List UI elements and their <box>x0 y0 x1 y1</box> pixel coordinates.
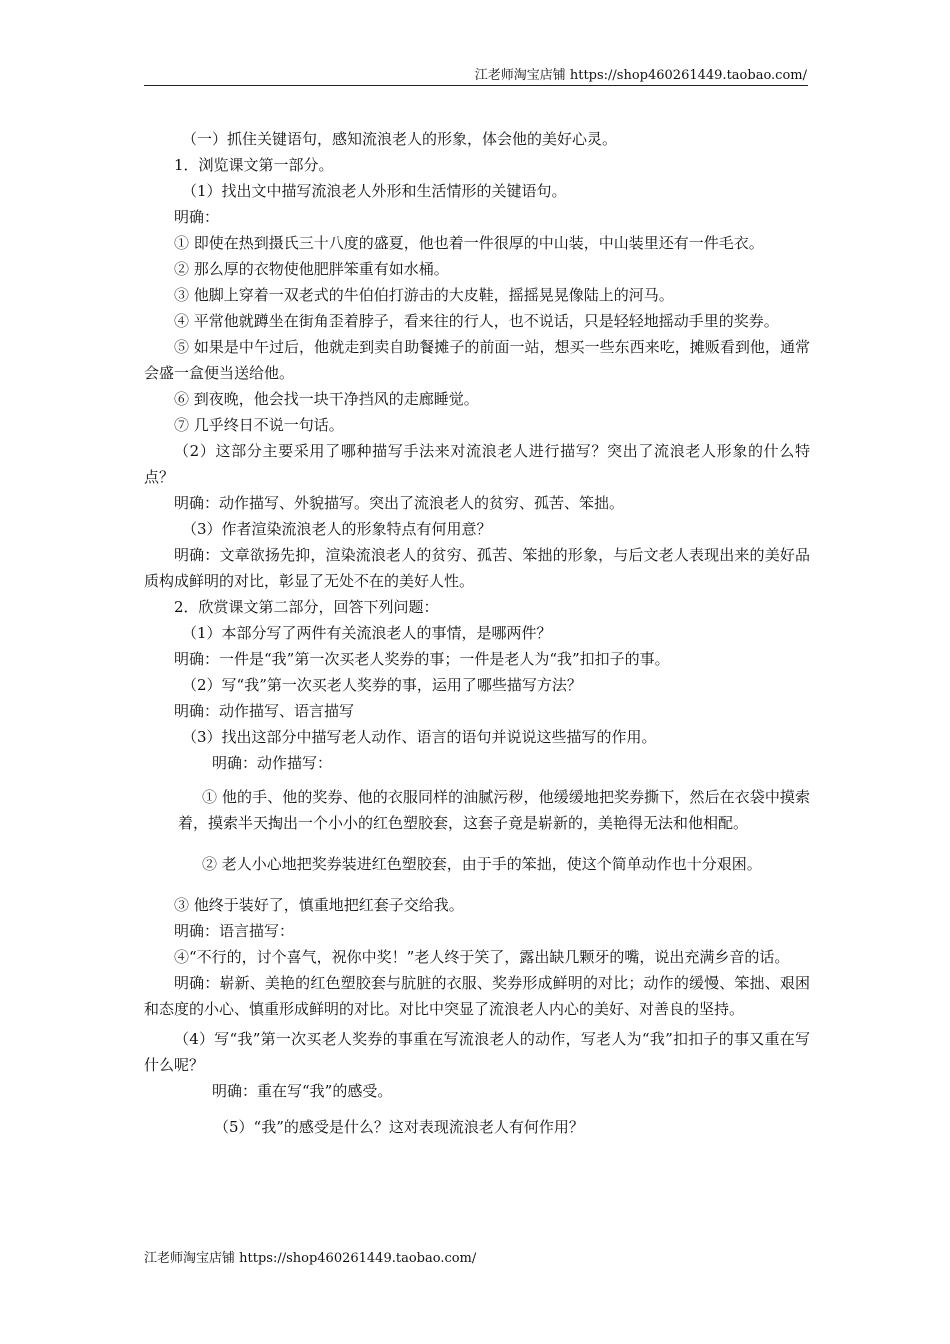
question: （4）写“我”第一次买老人奖券的事重在写流浪老人的动作，写老人为“我”扣扣子的事又重在写什么呢？ <box>144 1030 810 1074</box>
list-item: ④ 平常他就蹲坐在街角歪着脖子，看来往的行人，也不说话，只是轻轻地摇动手里的奖券。 <box>174 312 779 330</box>
list-item: ③ 他终于装好了，慎重地把红套子交给我。 <box>174 896 464 914</box>
page-footer-shop-link: 江老师淘宝店铺 https://shop460261449.taobao.com/ <box>144 1251 477 1266</box>
answer: 明确：重在写“我”的感受。 <box>212 1082 393 1100</box>
answer: 明确：动作描写、语言描写 <box>174 702 355 720</box>
list-item: ① 即使在热到摄氏三十八度的盛夏，他也着一件很厚的中山装，中山装里还有一件毛衣。 <box>174 234 764 252</box>
answer: 明确：动作描写、外貌描写。突出了流浪老人的贫穷、孤苦、笨拙。 <box>174 494 625 512</box>
list-item: ③ 他脚上穿着一双老式的牛伯伯打游击的大皮鞋，摇摇晃晃像陆上的河马。 <box>174 286 674 304</box>
question: （2）写“我”第一次买老人奖券的事，运用了哪些描写方法？ <box>182 676 582 694</box>
question: （1）本部分写了两件有关流浪老人的事情，是哪两件？ <box>182 624 552 642</box>
subsection-heading: 2．欣赏课文第二部分，回答下列问题： <box>174 598 439 616</box>
question: （3）找出这部分中描写老人动作、语言的语句并说说这些描写的作用。 <box>182 728 657 746</box>
question: （2）这部分主要采用了哪种描写手法来对流浪老人进行描写？突出了流浪老人形象的什么特点？ <box>144 442 810 486</box>
list-item: ④“不行的，讨个喜气，祝你中奖！”老人终于笑了，露出缺几颗牙的嘴，说出充满乡音的话。 <box>174 948 790 966</box>
answer-label: 明确： <box>174 208 220 226</box>
answer: 明确：文章欲扬先抑，渲染流浪老人的贫穷、孤苦、笨拙的形象，与后文老人表现出来的美好品质构成鲜明的对比，彰显了无处不在的美好人性。 <box>144 546 810 590</box>
answer-label: 明确：语言描写： <box>174 922 295 940</box>
list-item: ⑤ 如果是中午过后，他就走到卖自助餐摊子的前面一站，想买一些东西来吃，摊贩看到他，通常会盛一盒便当送给他。 <box>144 338 810 382</box>
question: （5）“我”的感受是什么？这对表现流浪老人有何作用？ <box>214 1118 584 1136</box>
answer: 明确：崭新、美艳的红色塑胶套与肮脏的衣服、奖券形成鲜明的对比；动作的缓慢、笨拙、艰困和态度的小心、慎重形成鲜明的对比。对比中突显了流浪老人内心的美好、对善良的坚持。 <box>144 974 810 1018</box>
answer: 明确：一件是“我”第一次买老人奖券的事；一件是老人为“我”扣扣子的事。 <box>174 650 670 668</box>
subsection-heading: 1．浏览课文第一部分。 <box>174 156 334 174</box>
question: （1）找出文中描写流浪老人外形和生活情形的关键语句。 <box>182 182 567 200</box>
list-item: ① 他的手、他的奖券、他的衣服同样的油腻污秽，他缓缓地把奖券撕下，然后在衣袋中摸索着，摸索半天掏出一个小小的红色塑胶套，这套子竟是崭新的，美艳得无法和他相配。 <box>178 788 810 832</box>
section-heading: （一）抓住关键语句，感知流浪老人的形象，体会他的美好心灵。 <box>182 130 618 148</box>
header-divider <box>144 85 808 86</box>
question: （3）作者渲染流浪老人的形象特点有何用意？ <box>182 520 492 538</box>
document-body <box>144 126 810 1140</box>
answer-label: 明确：动作描写： <box>212 754 333 772</box>
list-item: ② 老人小心地把奖券装进红色塑胶套，由于手的笨拙，使这个简单动作也十分艰困。 <box>202 855 762 873</box>
page-header-shop-link: 江老师淘宝店铺 https://shop460261449.taobao.com/ <box>474 68 807 83</box>
list-item: ② 那么厚的衣物使他肥胖笨重有如水桶。 <box>174 260 449 278</box>
list-item: ⑦ 几乎终日不说一句话。 <box>174 416 344 434</box>
list-item: ⑥ 到夜晚，他会找一块干净挡风的走廊睡觉。 <box>174 390 479 408</box>
